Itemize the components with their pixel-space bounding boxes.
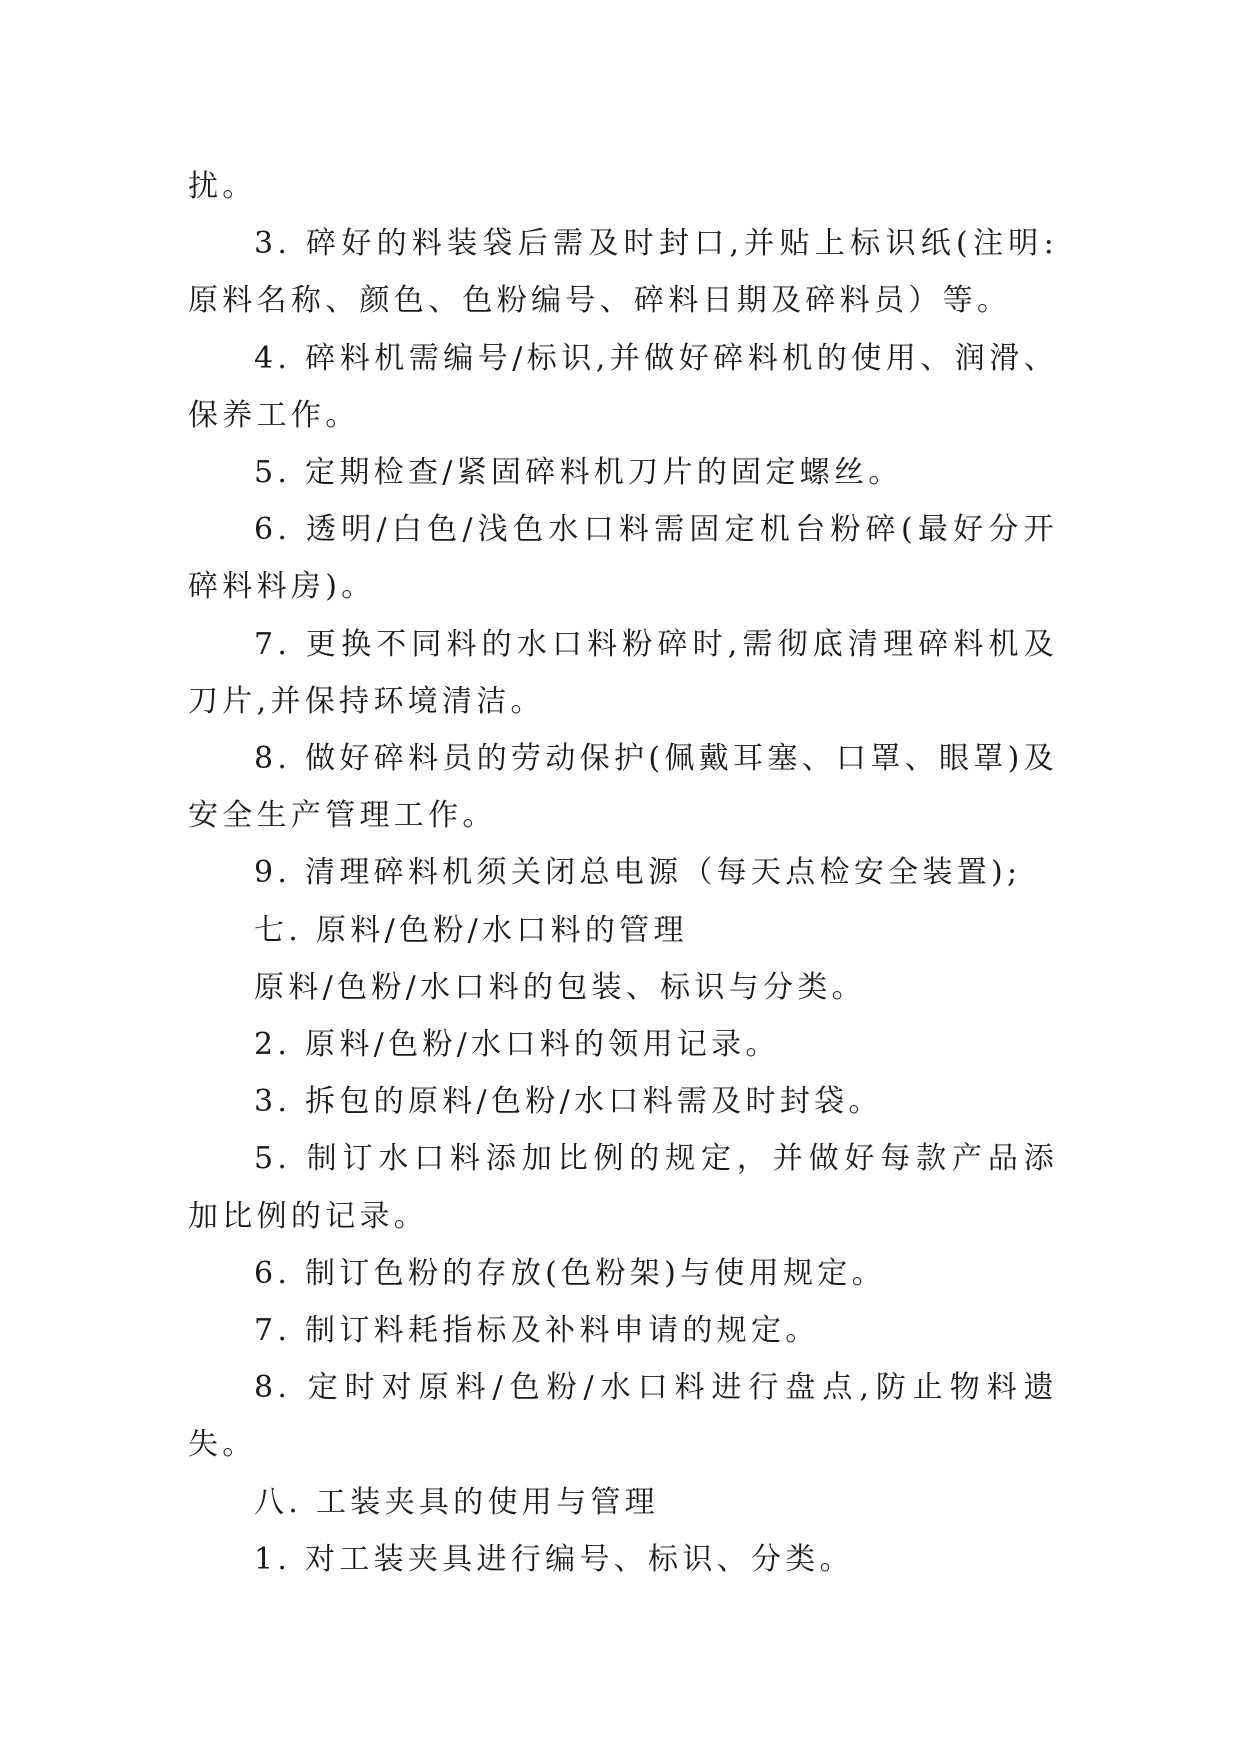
document-page [188, 158, 1058, 1588]
paragraph-item-8: 8. 做好碎料员的劳动保护(佩戴耳塞、口罩、眼罩)及安全生产管理工作。 [188, 741, 1058, 834]
paragraph-item-3: 3. 碎好的料装袋后需及时封口,并贴上标识纸(注明:原料名称、颜色、色粉编号、碎料日期及碎料员）等。 [188, 226, 1058, 319]
paragraph-material-packaging: 原料/色粉/水口料的包装、标识与分类。 [254, 969, 866, 1005]
paragraph-item-4: 4. 碎料机需编号/标识,并做好碎料机的使用、润滑、保养工作。 [188, 340, 1058, 433]
paragraph-material-item-8: 8. 定时对原料/色粉/水口料进行盘点,防止物料遗失。 [188, 1370, 1058, 1463]
paragraph-item-5: 5. 定期检查/紧固碎料机刀片的固定螺丝。 [254, 455, 903, 491]
paragraph-item-7: 7. 更换不同料的水口料粉碎时,需彻底清理碎料机及刀片,并保持环境清洁。 [188, 626, 1058, 719]
paragraph-item-6: 6. 透明/白色/浅色水口料需固定机台粉碎(最好分开碎料料房)。 [188, 512, 1058, 605]
section-heading-seven: 七. 原料/色粉/水口料的管理 [254, 912, 688, 948]
paragraph-material-item-2: 2. 原料/色粉/水口料的领用记录。 [254, 1027, 780, 1063]
paragraph-material-item-5: 5. 制订水口料添加比例的规定，并做好每款产品添加比例的记录。 [188, 1141, 1058, 1234]
paragraph-material-item-7: 7. 制订料耗指标及补料申请的规定。 [254, 1313, 820, 1349]
paragraph-material-item-3: 3. 拆包的原料/色粉/水口料需及时封袋。 [254, 1084, 883, 1120]
paragraph-continuation: 扰。 [188, 169, 257, 204]
section-heading-eight: 八. 工装夹具的使用与管理 [254, 1484, 659, 1520]
paragraph-fixture-item-1: 1. 对工装夹具进行编号、标识、分类。 [254, 1541, 854, 1577]
paragraph-material-item-6: 6. 制订色粉的存放(色粉架)与使用规定。 [254, 1255, 886, 1291]
paragraph-item-9: 9. 清理碎料机须关闭总电源（每天点检安全装置); [254, 855, 1022, 891]
